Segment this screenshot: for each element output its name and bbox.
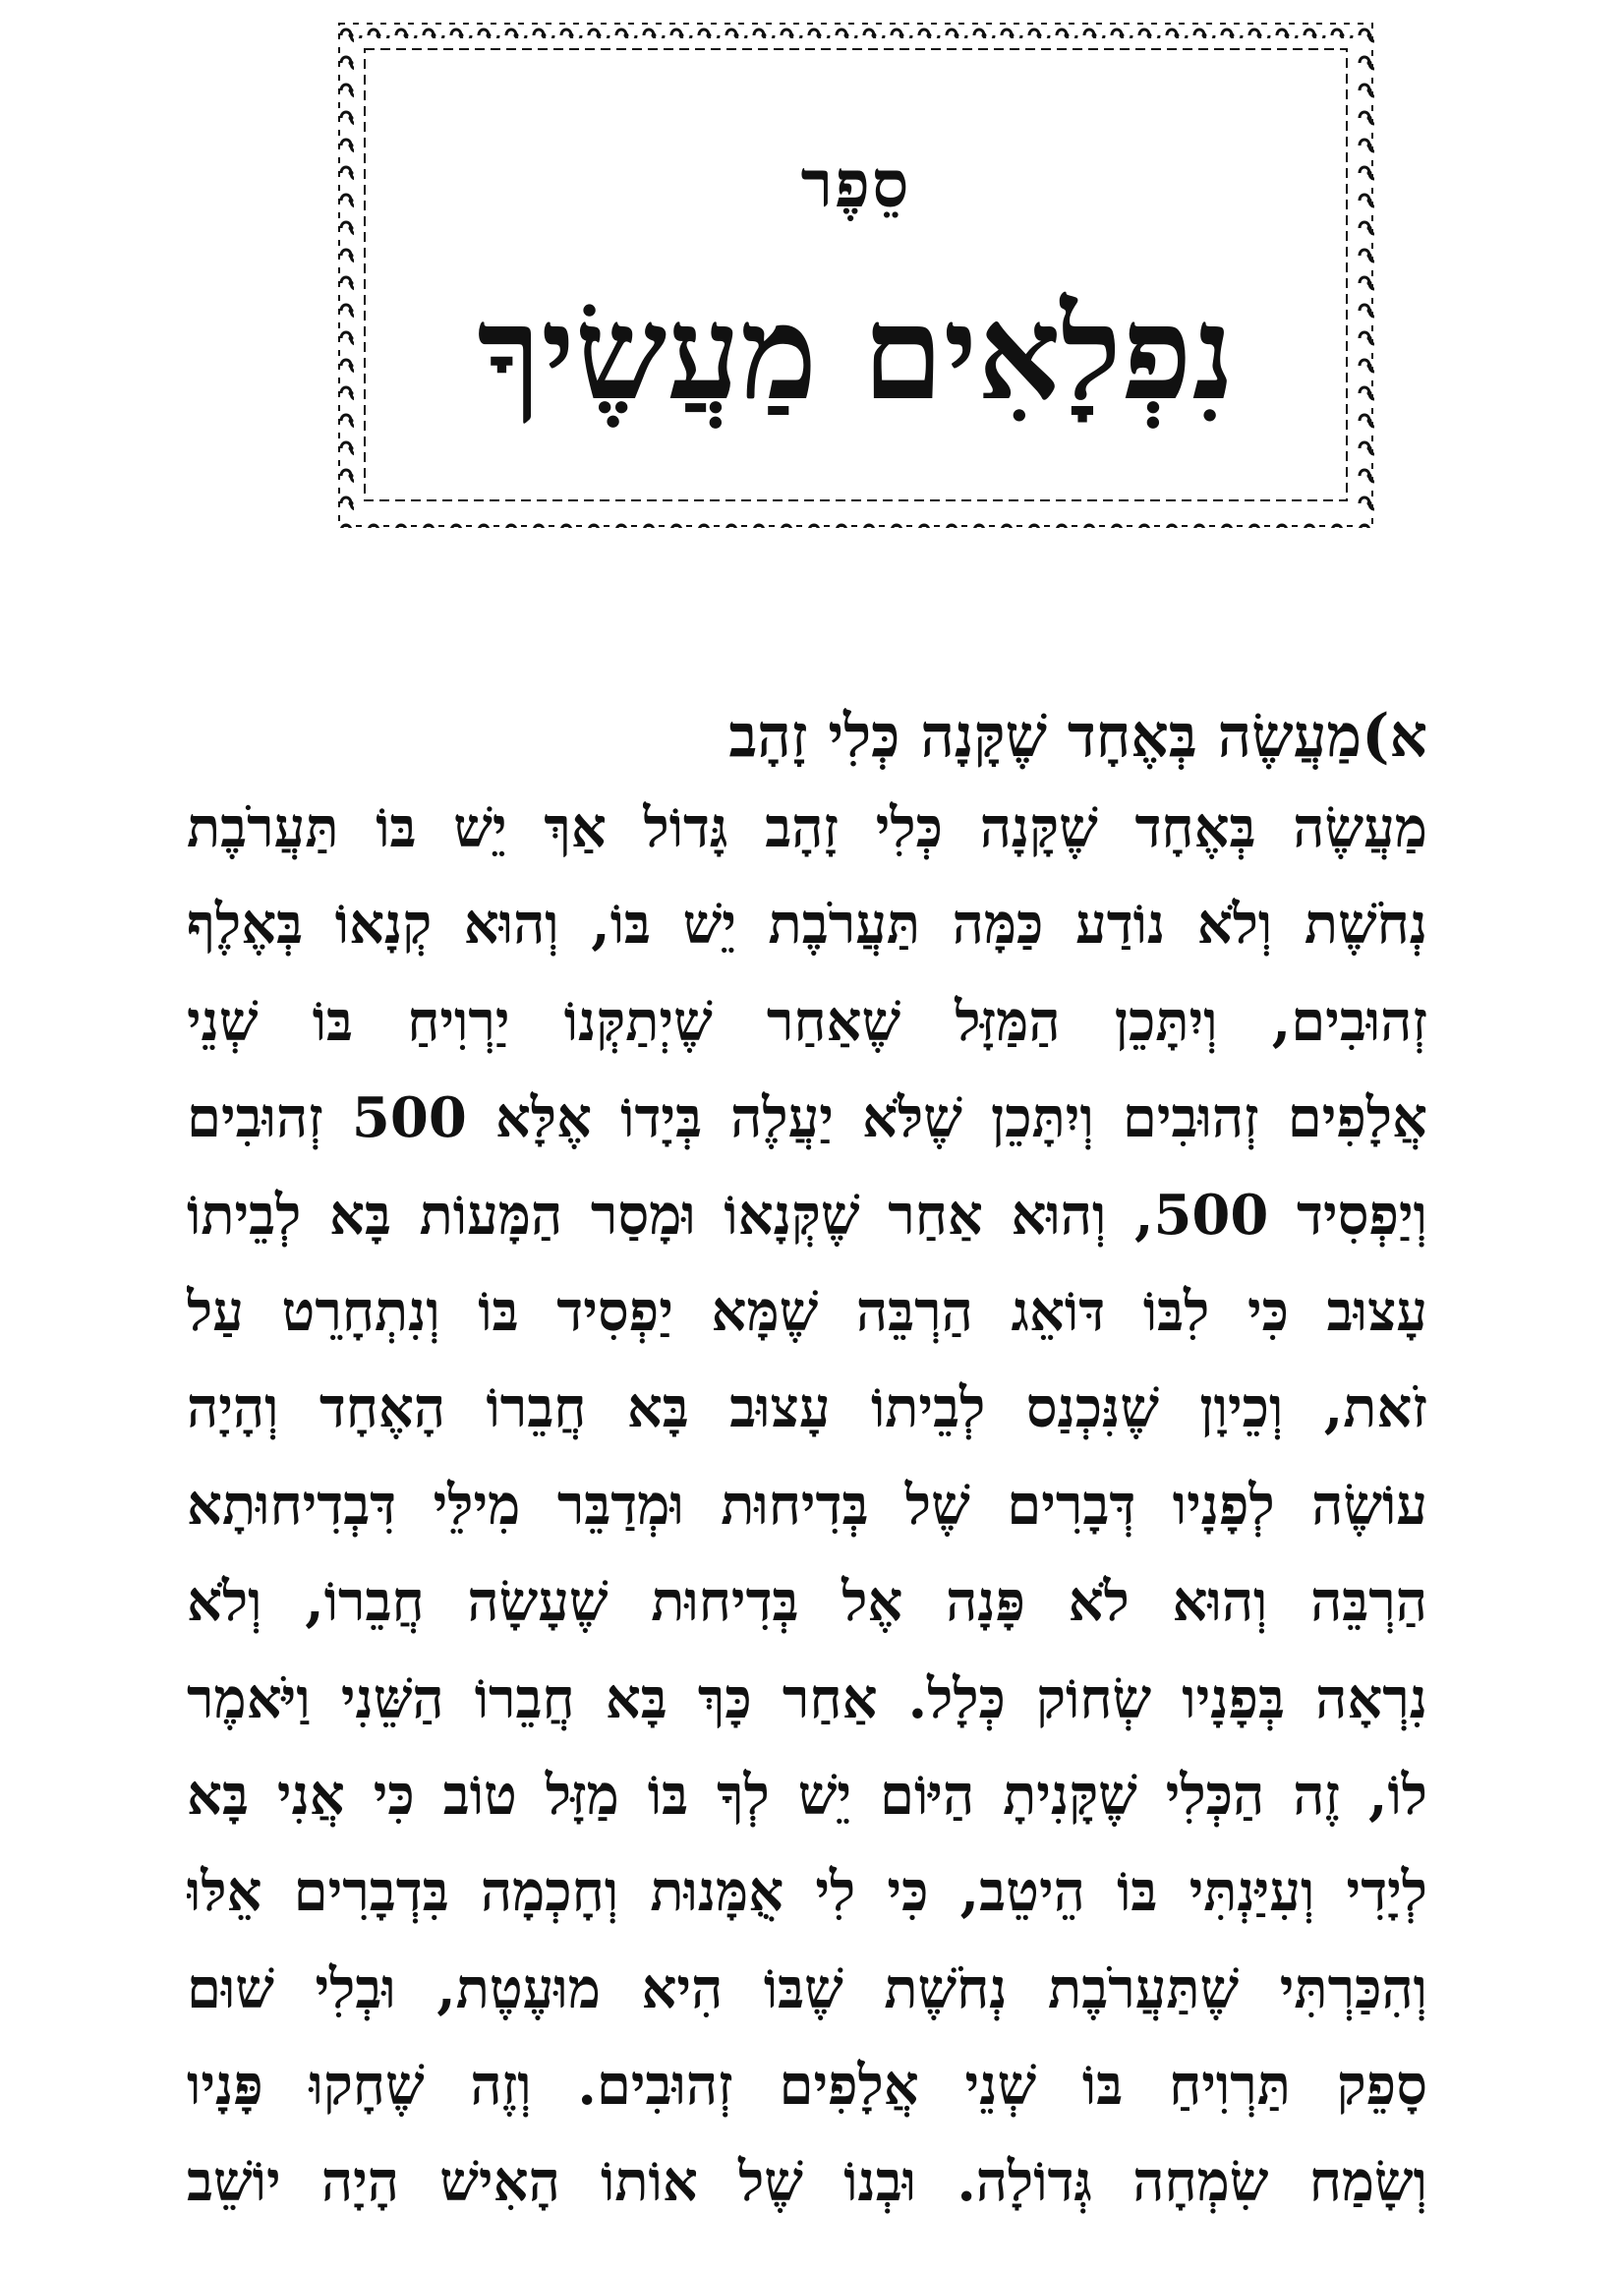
book-title: נִפְלָאִים מַעֲשֶׂיךָ bbox=[477, 277, 1235, 430]
title-frame bbox=[337, 22, 1374, 528]
text-line: זֹאת, וְכֵיוָן שֶׁנִּכְנַס לְבֵיתוֹ עָצוּב בָּא חֲבֵרוֹ הָאֶחָד וְהָיָה bbox=[187, 1375, 1427, 1441]
book-label: סֵפֶר bbox=[800, 146, 911, 222]
text-line: זְהוּבִים, וְיִתָּכֵן הַמַּזָּל שֶׁאַחַר שֶׁיְתַקְּנוֹ יַרְוִיחַ בּוֹ שְׁנֵי bbox=[187, 988, 1427, 1054]
text-line: נְחֹשֶׁת וְלֹא נוֹדַע כַּמָּה תַּעֲרֹבֶת יֵשׁ בּוֹ, וְהוּא קְנָאוֹ בְּאֶלֶף bbox=[187, 892, 1427, 958]
text-line: לוֹ, זֶה הַכְּלִי שֶׁקָּנִיתָ הַיּוֹם יֵשׁ לְךָ בּוֹ מַזָּל טוֹב כִּי אֲנִי בָּא bbox=[187, 1762, 1427, 1828]
text-line: לְיָדִי וְעִיַּנְתִּי בּוֹ הֵיטֵב, כִּי לִי אֻמָּנוּת וְחָכְמָה בִּדְבָרִים אֵלּוּ bbox=[187, 1859, 1427, 1925]
text-line: סָפֵק תַּרְוִיחַ בּוֹ שְׁנֵי אֲלָפִים זְהוּבִים. וְזֶה שֶׁחָקוּ פָּנָיו bbox=[187, 2053, 1427, 2119]
story-text bbox=[187, 693, 1427, 2231]
text-line: אֲלָפִים זְהוּבִים וְיִתָּכֵן שֶׁלֹּא יַעֲלֶה בְּיָדוֹ אֶלָּא 500 זְהוּבִים bbox=[187, 1085, 1427, 1151]
title-area bbox=[377, 61, 1335, 489]
text-line: הַרְבֵּה וְהוּא לֹא פָּנָה אֶל בְּדִיחוּת שֶׁעָשָׂה חֲבֵרוֹ, וְלֹא bbox=[187, 1569, 1427, 1635]
text-line: וְהִכַּרְתִּי שֶׁתַּעֲרֹבֶת נְחֹשֶׁת שֶׁבּוֹ הִיא מוּעֶטֶת, וּבְלִי שׁוּם bbox=[187, 1955, 1427, 2021]
text-line: וְשָׂמַח שִׂמְחָה גְּדוֹלָה. וּבְנוֹ שֶׁל אוֹתוֹ הָאִישׁ הָיָה יוֹשֵׁב bbox=[187, 2149, 1427, 2215]
text-line: וְיַפְסִיד 500, וְהוּא אַחַר שֶׁקְּנָאוֹ וּמָסַר הַמָּעוֹת בָּא לְבֵיתוֹ bbox=[187, 1182, 1427, 1248]
text-line: עָצוּב כִּי לִבּוֹ דּוֹאֵג הַרְבֵּה שֶׁמָּא יַפְסִיד בּוֹ וְנִתְחָרֵט עַל bbox=[187, 1278, 1427, 1344]
text-line: מַעֲשֶׂה בְּאֶחָד שֶׁקָּנָה כְּלִי זָהָב גָּדוֹל אַךְ יֵשׁ בּוֹ תַּעֲרֹבֶת bbox=[187, 795, 1427, 860]
text-line: עוֹשֶׂה לְפָנָיו דְּבָרִים שֶׁל בְּדִיחוּת וּמְדַבֵּר מִילֵּי דִּבְדִיחוּתָא bbox=[187, 1472, 1427, 1538]
story-heading: א)מַעֲשֶׂה בְּאֶחָד שֶׁקָּנָה כְּלִי זָהָב bbox=[728, 702, 1427, 771]
text-line: נִרְאָה בְּפָנָיו שְׂחוֹק כְּלָל. אַחַר כָּךְ בָּא חֲבֵרוֹ הַשֵּׁנִי וַיֹּאמֶר bbox=[187, 1665, 1427, 1731]
